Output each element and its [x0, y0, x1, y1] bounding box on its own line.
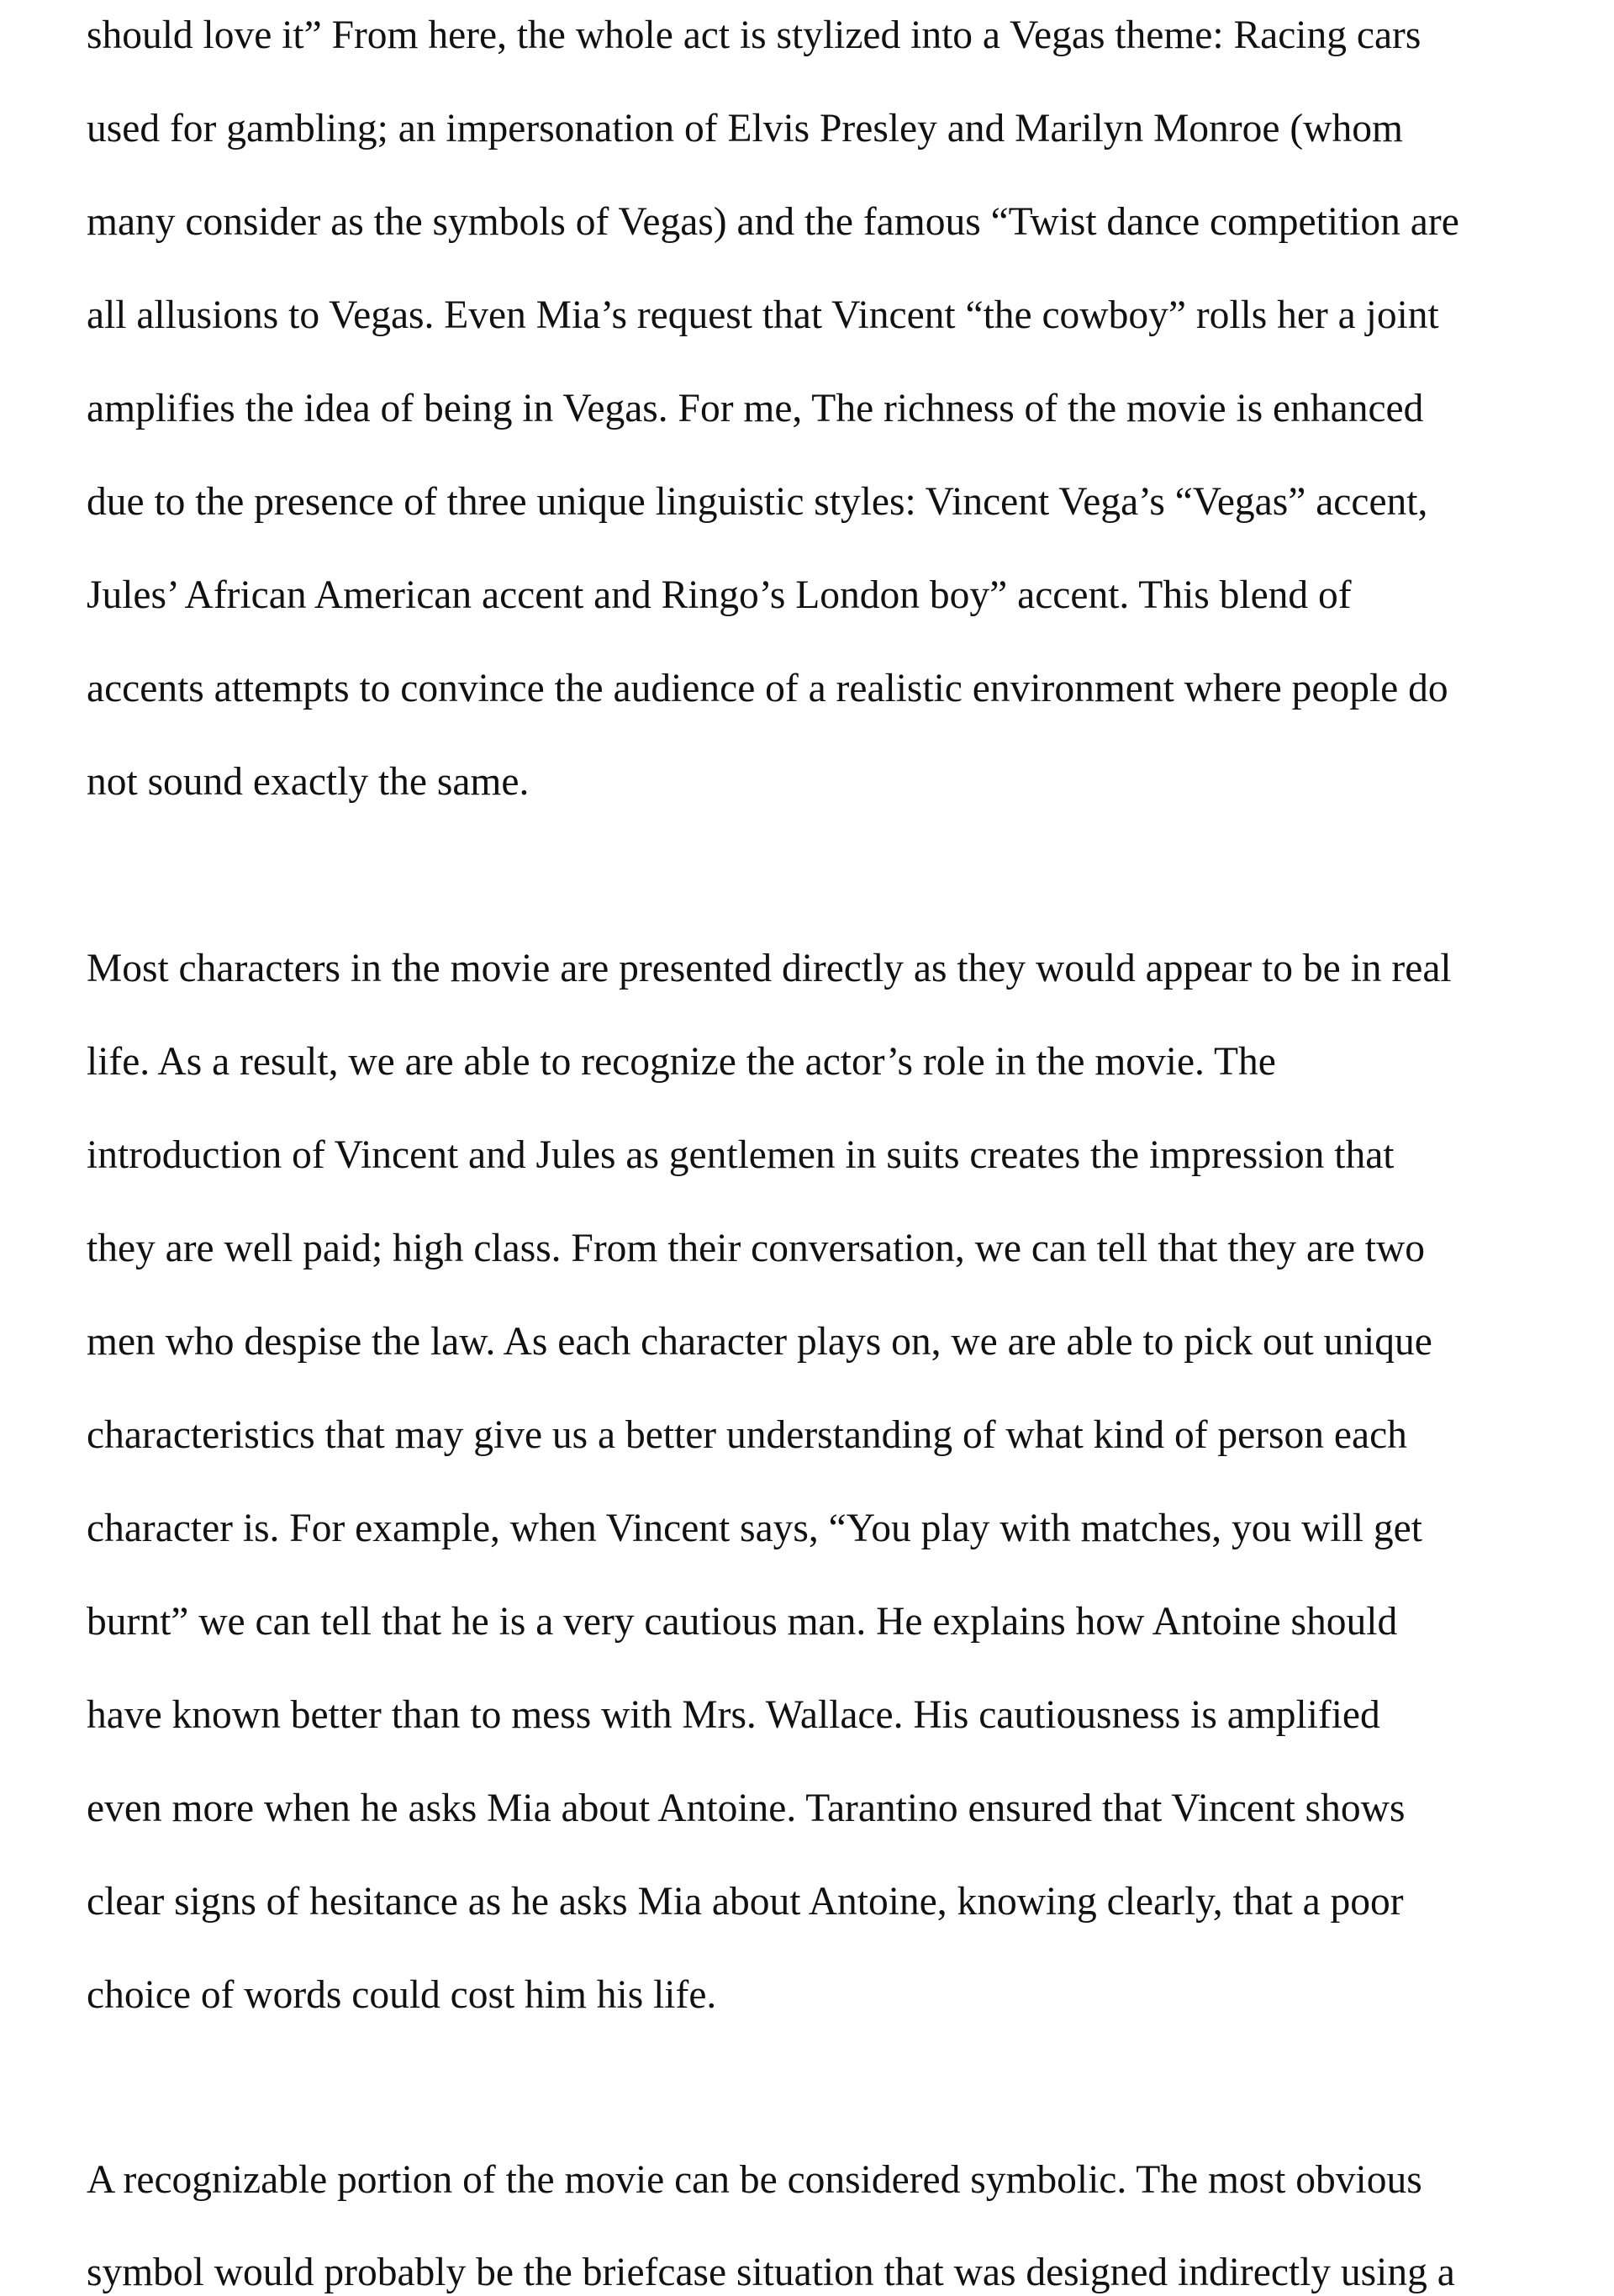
- text-line: characteristics that may give us a better understanding of what kind of person each: [87, 1413, 1407, 1457]
- text-line: men who despise the law. As each character plays on, we are able to pick out unique: [87, 1320, 1432, 1364]
- text-line: symbol would probably be the briefcase situation that was designed indirectly using a: [87, 2251, 1455, 2294]
- text-line: choice of words could cost him his life.: [87, 1973, 717, 2017]
- text-line: A recognizable portion of the movie can be considered symbolic. The most obvious: [87, 2158, 1422, 2202]
- text-line: Jules’ African American accent and Ringo’s London boy” accent. This blend of: [87, 573, 1352, 617]
- text-line: should love it” From here, the whole act is stylized into a Vegas theme: Racing cars: [87, 13, 1421, 57]
- text-line: used for gambling; an impersonation of Elvis Presley and Marilyn Monroe (whom: [87, 107, 1403, 150]
- text-line: character is. For example, when Vincent says, “You play with matches, you will get: [87, 1507, 1422, 1550]
- text-line: life. As a result, we are able to recognize the actor’s role in the movie. The: [87, 1040, 1276, 1084]
- text-line: burnt” we can tell that he is a very cautious man. He explains how Antoine should: [87, 1600, 1398, 1644]
- text-line: not sound exactly the same.: [87, 760, 530, 804]
- text-line: many consider as the symbols of Vegas) and the famous “Twist dance competition are: [87, 200, 1459, 244]
- text-line: Most characters in the movie are presented directly as they would appear to be in real: [87, 947, 1452, 990]
- text-line: they are well paid; high class. From their conversation, we can tell that they are two: [87, 1227, 1426, 1270]
- text-line: all allusions to Vegas. Even Mia’s request that Vincent “the cowboy” rolls her a joint: [87, 293, 1439, 337]
- text-line: due to the presence of three unique linguistic styles: Vincent Vega’s “Vegas” accent,: [87, 480, 1428, 524]
- text-line: accents attempts to convince the audience of a realistic environment where people do: [87, 667, 1448, 710]
- text-line: have known better than to mess with Mrs. Wallace. His cautiousness is amplified: [87, 1693, 1380, 1737]
- text-line: amplifies the idea of being in Vegas. For me, The richness of the movie is enhanced: [87, 387, 1424, 430]
- text-line: clear signs of hesitance as he asks Mia about Antoine, knowing clearly, that a poor: [87, 1880, 1404, 1924]
- text-line: even more when he asks Mia about Antoine. Tarantino ensured that Vincent shows: [87, 1787, 1406, 1830]
- text-line: introduction of Vincent and Jules as gentlemen in suits creates the impression that: [87, 1133, 1395, 1177]
